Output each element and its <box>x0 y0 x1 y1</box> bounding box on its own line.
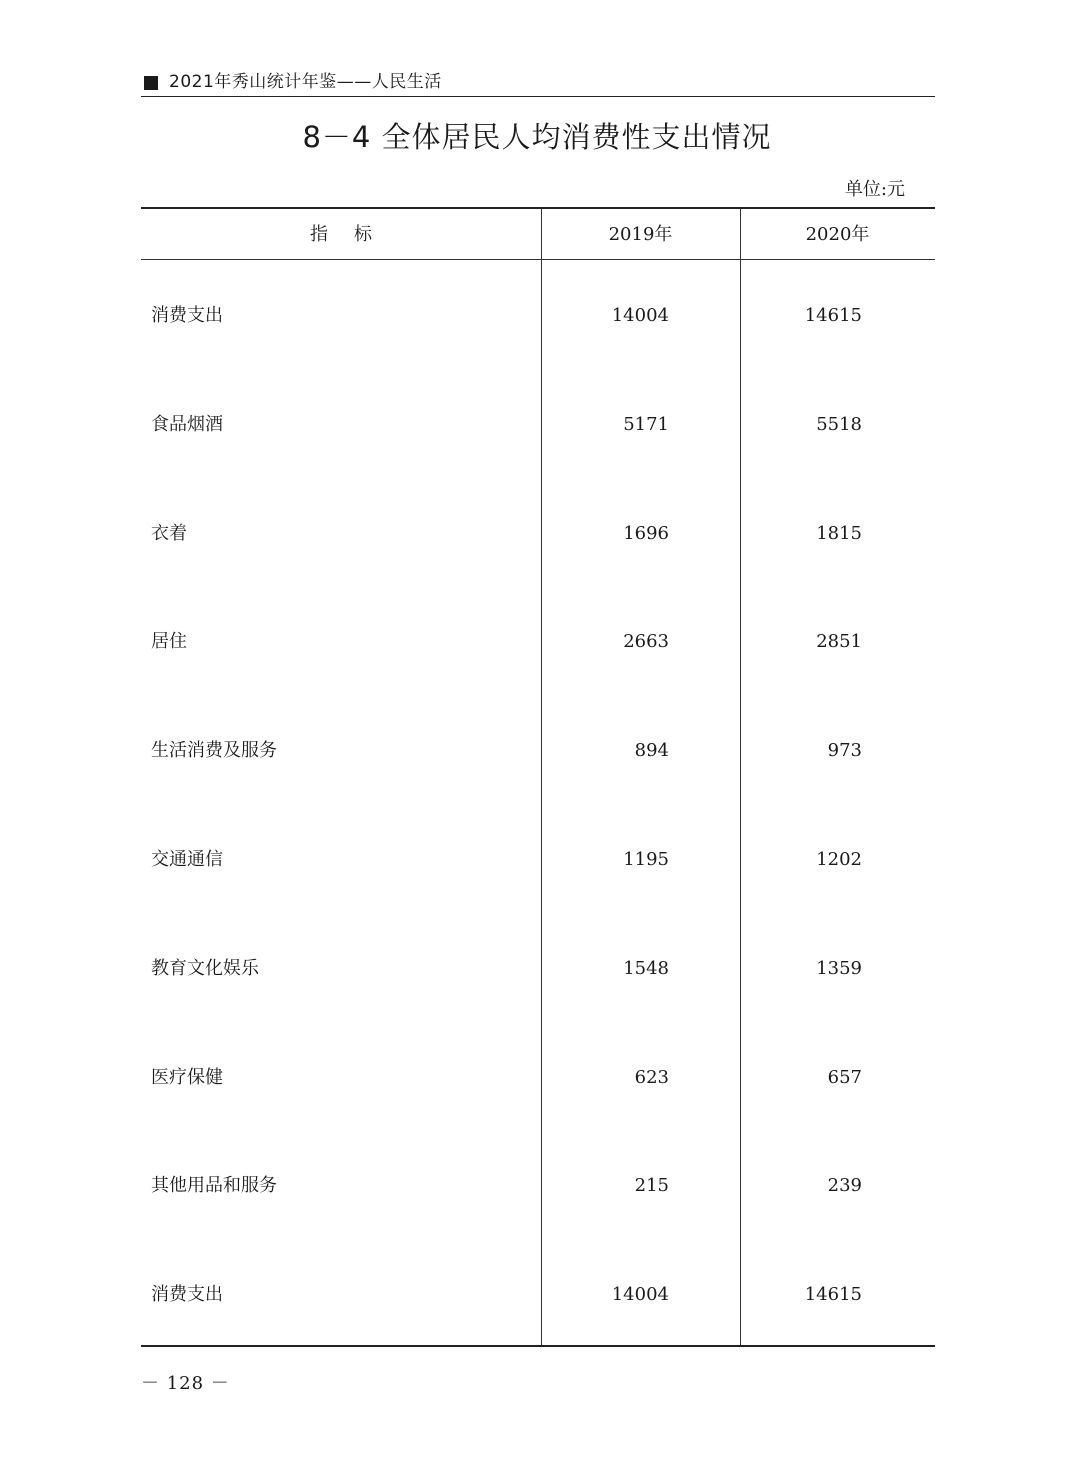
running-header <box>141 70 935 97</box>
row-value-2019: 215 <box>634 1175 669 1196</box>
row-value-2020: 14615 <box>804 305 862 326</box>
row-value-2019: 1195 <box>623 849 669 870</box>
row-label: 其他用品和服务 <box>151 1175 277 1196</box>
page-number: － 128 － <box>141 1373 230 1394</box>
table-row <box>141 1174 935 1198</box>
row-label: 消费支出 <box>151 1284 223 1305</box>
row-value-2020: 2851 <box>816 631 862 652</box>
row-value-2020: 1202 <box>816 849 862 870</box>
table-title: 8－4 全体居民人均消费性支出情况 <box>302 120 772 154</box>
row-value-2019: 894 <box>634 740 669 761</box>
data-table <box>141 207 935 1347</box>
row-value-2019: 1696 <box>623 523 669 544</box>
row-label: 食品烟酒 <box>151 414 223 435</box>
row-value-2019: 5171 <box>623 414 669 435</box>
row-label: 生活消费及服务 <box>151 740 277 761</box>
row-value-2020: 657 <box>827 1067 862 1088</box>
header-square-icon <box>144 76 158 90</box>
table-row <box>141 957 935 981</box>
row-value-2019: 14004 <box>611 305 669 326</box>
table-row <box>141 1066 935 1090</box>
row-label: 居住 <box>151 631 187 652</box>
row-label: 消费支出 <box>151 305 223 326</box>
header-2020: 2020年 <box>805 224 870 245</box>
row-label: 教育文化娱乐 <box>151 958 259 979</box>
table-row <box>141 522 935 546</box>
table-row <box>141 739 935 763</box>
table-row <box>141 413 935 437</box>
row-value-2020: 1359 <box>816 958 862 979</box>
table-row <box>141 1283 935 1307</box>
row-value-2020: 1815 <box>816 523 862 544</box>
table-header-row <box>141 209 935 260</box>
row-value-2019: 2663 <box>623 631 669 652</box>
header-indicator: 指标 <box>310 224 398 245</box>
row-value-2020: 14615 <box>804 1284 862 1305</box>
table-row <box>141 630 935 654</box>
header-2019: 2019年 <box>608 224 673 245</box>
running-header-text: 2021年秀山统计年鉴——人民生活 <box>169 72 442 92</box>
table-row <box>141 304 935 328</box>
row-label: 交通通信 <box>151 849 223 870</box>
row-value-2019: 1548 <box>623 958 669 979</box>
row-value-2019: 623 <box>634 1067 669 1088</box>
unit-label: 单位:元 <box>844 179 905 200</box>
row-value-2020: 973 <box>827 740 862 761</box>
row-label: 衣着 <box>151 523 187 544</box>
row-value-2020: 239 <box>827 1175 862 1196</box>
row-value-2020: 5518 <box>816 414 862 435</box>
table-row <box>141 848 935 872</box>
row-value-2019: 14004 <box>611 1284 669 1305</box>
row-label: 医疗保健 <box>151 1067 223 1088</box>
